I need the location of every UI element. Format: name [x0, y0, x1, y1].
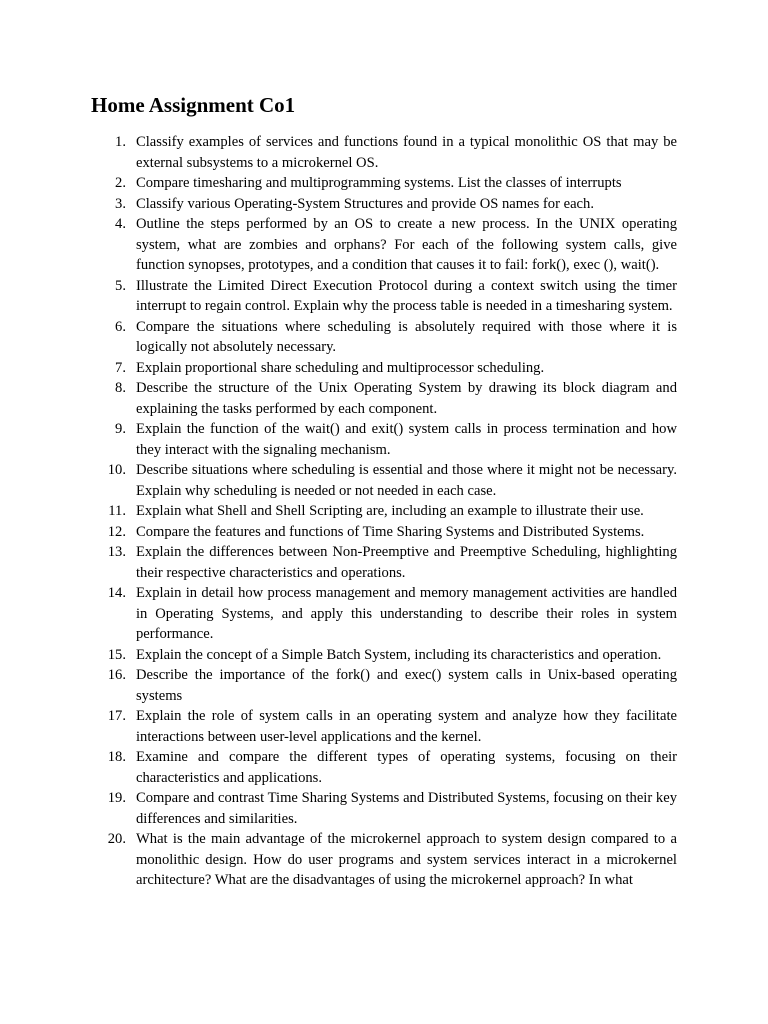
list-item-6 — [0, 317, 677, 358]
list-item-text: Illustrate the Limited Direct Execution Protocol during a context switch using the timer interrupt to regain control. Explain why the process table is needed in a timesharing system. — [136, 277, 677, 314]
list-item-text: Examine and compare the different types of operating systems, focusing on their characteristics and applications. — [136, 749, 677, 786]
list-item-3 — [0, 194, 677, 215]
list-item-4 — [0, 214, 677, 276]
list-item-text: Explain the role of system calls in an operating system and analyze how they facilitate interactions between user-level applications and the kernel. — [136, 708, 677, 745]
list-item-text: Explain the function of the wait() and exit() system calls in process termination and how they interact with the signaling mechanism. — [136, 421, 677, 458]
list-item-text: Classify various Operating-System Structures and provide OS names for each. — [136, 195, 594, 212]
list-item-number: 8. — [115, 380, 126, 396]
list-item-8 — [0, 378, 677, 419]
list-item-number: 12. — [107, 523, 126, 540]
list-item-number: 6. — [115, 318, 126, 335]
list-item-7 — [0, 358, 677, 379]
list-item-number: 15. — [107, 646, 126, 663]
list-item-19 — [0, 788, 677, 829]
list-item-number: 14. — [107, 585, 126, 601]
list-item-12 — [0, 522, 677, 543]
list-item-number: 13. — [107, 544, 126, 560]
question-list — [0, 132, 768, 891]
list-item-number: 2. — [115, 175, 126, 191]
list-item-number: 20. — [107, 831, 126, 847]
list-item-number: 5. — [115, 277, 126, 294]
list-item-number: 19. — [107, 790, 126, 806]
list-item-number: 1. — [115, 134, 126, 150]
list-item-10 — [0, 460, 677, 501]
list-item-text: Describe the importance of the fork() and exec() system calls in Unix-based operating systems — [136, 667, 677, 704]
list-item-number: 9. — [115, 421, 126, 437]
list-item-text: Compare the situations where scheduling is absolutely required with those where it is logically not absolutely necessary. — [136, 318, 677, 355]
list-item-number: 4. — [115, 216, 126, 232]
list-item-18 — [0, 747, 677, 788]
list-item-text: What is the main advantage of the microkernel approach to system design compared to a monolithic design. How do user programs and system services interact in a microkernel architecture? What are the disadvantages of using the microkernel approach? In what — [136, 831, 677, 888]
list-item-number: 18. — [107, 749, 126, 765]
list-item-number: 16. — [107, 667, 126, 683]
list-item-number: 3. — [115, 195, 126, 212]
list-item-text: Explain the differences between Non-Preemptive and Preemptive Scheduling, highlighting their respective characteristics and operations. — [136, 544, 677, 581]
list-item-number: 11. — [108, 503, 126, 519]
list-item-text: Explain proportional share scheduling and multiprocessor scheduling. — [136, 359, 545, 376]
list-item-text: Explain the concept of a Simple Batch System, including its characteristics and operation. — [136, 646, 662, 663]
list-item-11 — [0, 501, 677, 522]
list-item-text: Explain in detail how process management and memory management activities are handled in Operating Systems, and apply this understanding to describe their roles in system performance. — [136, 585, 677, 642]
list-item-text: Classify examples of services and functions found in a typical monolithic OS that may be external subsystems to a microkernel OS. — [136, 134, 677, 171]
list-item-5 — [0, 276, 677, 317]
list-item-text: Outline the steps performed by an OS to create a new process. In the UNIX operating system, what are zombies and orphans? For each of the following system calls, give function synopses, prototypes, and a condition that causes it to fail: fork(), exec (), wait(). — [136, 216, 677, 273]
list-item-9 — [0, 419, 677, 460]
list-item-1 — [0, 132, 677, 173]
list-item-2 — [0, 173, 677, 194]
page-title: Home Assignment Co1 — [91, 93, 296, 117]
list-item-20 — [0, 829, 677, 891]
list-item-text: Describe situations where scheduling is essential and those where it might not be necessary. Explain why scheduling is needed or not needed in each case. — [136, 462, 677, 499]
list-item-number: 10. — [107, 462, 126, 478]
list-item-number: 7. — [115, 359, 126, 376]
list-item-text: Explain what Shell and Shell Scripting are, including an example to illustrate their use. — [136, 503, 644, 519]
list-item-14 — [0, 583, 677, 645]
list-item-number: 17. — [107, 708, 126, 724]
list-item-15 — [0, 645, 677, 666]
list-item-text: Compare the features and functions of Time Sharing Systems and Distributed Systems. — [136, 523, 645, 540]
list-item-17 — [0, 706, 677, 747]
list-item-text: Compare and contrast Time Sharing Systems and Distributed Systems, focusing on their key differences and similarities. — [136, 790, 677, 827]
list-item-text: Describe the structure of the Unix Operating System by drawing its block diagram and explaining the tasks performed by each component. — [136, 380, 677, 417]
list-item-text: Compare timesharing and multiprogramming systems. List the classes of interrupts — [136, 175, 622, 191]
list-item-16 — [0, 665, 677, 706]
list-item-13 — [0, 542, 677, 583]
